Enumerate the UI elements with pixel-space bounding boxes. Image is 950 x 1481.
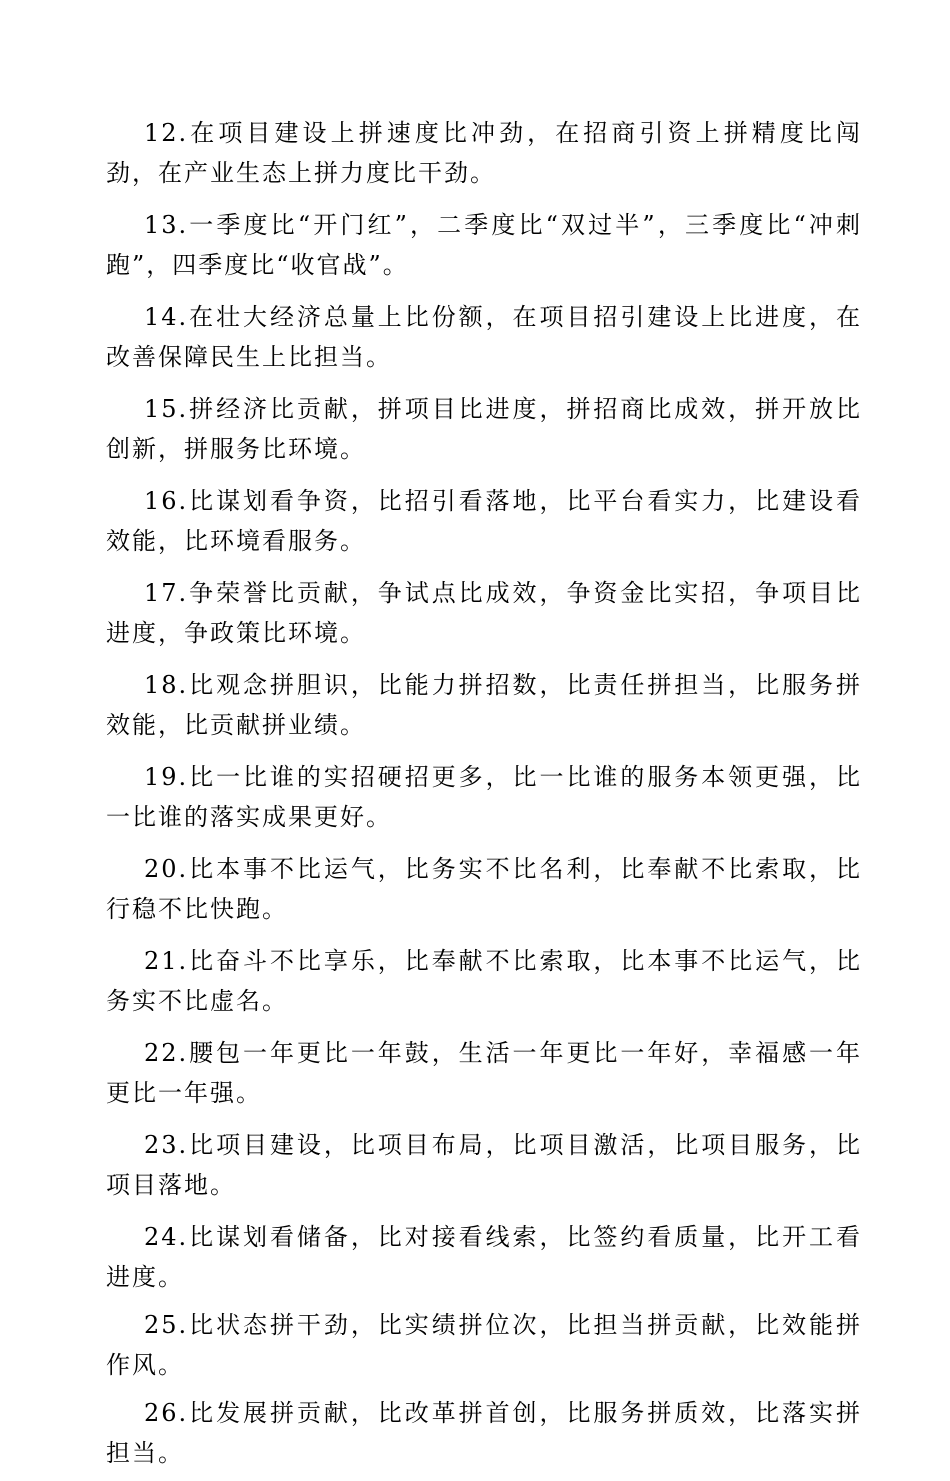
paragraph-18: 18.比观念拼胆识，比能力拼招数，比责任拼担当，比服务拼效能，比贡献拼业绩。 [106, 671, 862, 739]
paragraph-14: 14.在壮大经济总量上比份额，在项目招引建设上比进度，在改善保障民生上比担当。 [106, 303, 862, 371]
paragraph-21: 21.比奋斗不比享乐，比奉献不比索取，比本事不比运气，比务实不比虚名。 [106, 947, 862, 1015]
paragraph-24: 24.比谋划看储备，比对接看线索，比签约看质量，比开工看进度。 [106, 1223, 862, 1291]
paragraph-17: 17.争荣誉比贡献，争试点比成效，争资金比实招，争项目比进度，争政策比环境。 [106, 579, 862, 647]
paragraph-22: 22.腰包一年更比一年鼓，生活一年更比一年好，幸福感一年更比一年强。 [106, 1039, 862, 1107]
paragraph-23: 23.比项目建设，比项目布局，比项目激活，比项目服务，比项目落地。 [106, 1131, 862, 1199]
paragraph-12: 12.在项目建设上拼速度比冲劲，在招商引资上拼精度比闯劲，在产业生态上拼力度比干劲。 [106, 119, 862, 187]
paragraph-13: 13.一季度比“开门红”，二季度比“双过半”，三季度比“冲刺跑”，四季度比“收官战”。 [106, 211, 862, 279]
paragraph-20: 20.比本事不比运气，比务实不比名利，比奉献不比索取，比行稳不比快跑。 [106, 855, 862, 923]
paragraph-15: 15.拼经济比贡献，拼项目比进度，拼招商比成效，拼开放比创新，拼服务比环境。 [106, 395, 862, 463]
paragraph-16: 16.比谋划看争资，比招引看落地，比平台看实力，比建设看效能，比环境看服务。 [106, 487, 862, 555]
document-body [106, 113, 862, 1481]
paragraph-25: 25.比状态拼干劲，比实绩拼位次，比担当拼贡献，比效能拼作风。 [106, 1311, 862, 1379]
paragraph-26: 26.比发展拼贡献，比改革拼首创，比服务拼质效，比落实拼担当。 [106, 1399, 862, 1467]
paragraph-19: 19.比一比谁的实招硬招更多，比一比谁的服务本领更强，比一比谁的落实成果更好。 [106, 763, 862, 831]
